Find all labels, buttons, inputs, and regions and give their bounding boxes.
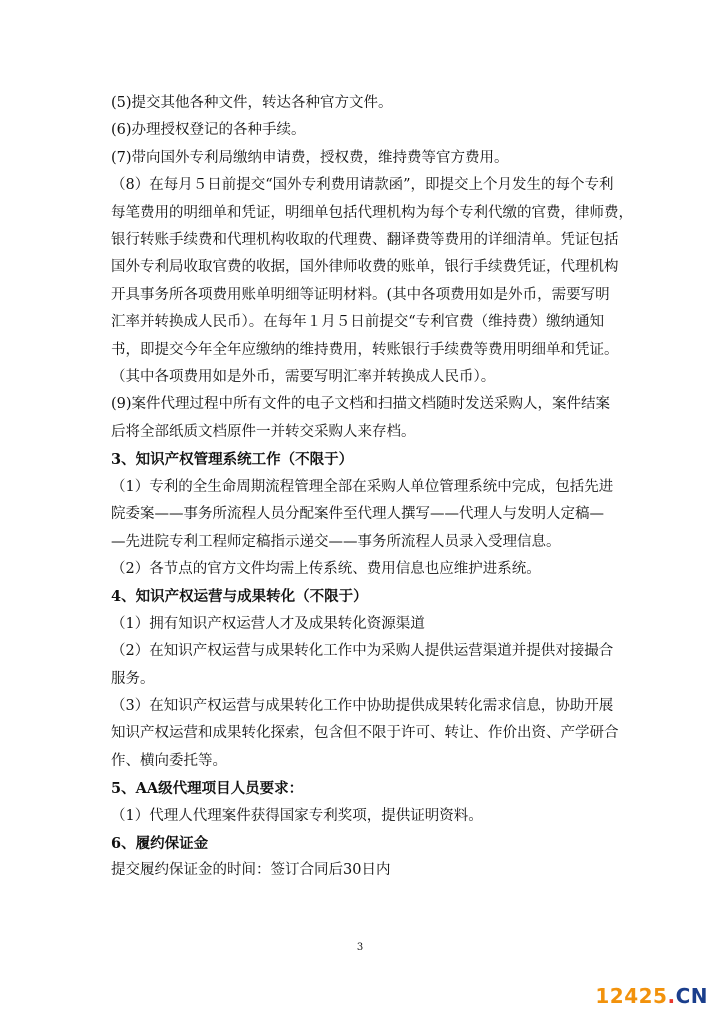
body-text-line: 开具事务所各项费用账单明细等证明材料。(其中各项费用如是外币，需要写明 <box>111 286 610 303</box>
body-text-line: 国外专利局收取官费的收据，国外律师收费的账单，银行手续费凭证，代理机构 <box>111 259 619 276</box>
body-text-line: 服务。 <box>111 670 155 687</box>
body-text-line: (7)带向国外专利局缴纳申请费，授权费，维持费等官方费用。 <box>111 149 509 166</box>
watermark-dot: . <box>667 984 676 1008</box>
body-text-line: （1）拥有知识产权运营人才及成果转化资源渠道 <box>111 615 425 632</box>
body-text-line: 后将全部纸质文档原件一并转交采购人来存档。 <box>111 423 416 440</box>
body-text-line: 书，即提交今年全年应缴纳的维持费用，转账银行手续费等费用明细单和凭证。 <box>111 341 619 358</box>
body-text-line: (5)提交其他各种文件，转达各种官方文件。 <box>111 95 393 111</box>
body-text-line: （2）各节点的官方文件均需上传系统、费用信息也应维护进系统。 <box>111 560 541 577</box>
body-text-line: （其中各项费用如是外币，需要写明汇率并转换成人民币）。 <box>111 369 496 386</box>
body-text-line: （2）在知识产权运营与成果转化工作中为采购人提供运营渠道并提供对接撮合 <box>111 643 614 660</box>
body-text-line: —先进院专利工程师定稿指示递交——事务所流程人员录入受理信息。 <box>111 533 561 550</box>
site-watermark-logo <box>595 984 708 1008</box>
body-text-line: 院委案——事务所流程人员分配案件至代理人撰写——代理人与发明人定稿— <box>111 506 604 523</box>
body-text-line: （1）专利的全生命周期流程管理全部在采购人单位管理系统中完成，包括先进 <box>111 478 614 495</box>
section-heading: 5、AA级代理项目人员要求： <box>111 780 304 798</box>
page-number: 3 <box>356 942 364 953</box>
body-text-line: （8）在每月５日前提交“国外专利费用请款函”，即提交上个月发生的每个专利 <box>111 177 614 194</box>
body-text-line: （1）代理人代理案件获得国家专利奖项，提供证明资料。 <box>111 807 483 824</box>
body-text-line: (6)办理授权登记的各种手续。 <box>111 122 306 139</box>
section-heading: 4、知识产权运营与成果转化（不限于） <box>111 588 368 606</box>
body-text-line: (9)案件代理过程中所有文件的电子文档和扫描文档随时发送采购人，案件结案 <box>111 396 611 413</box>
section-heading: 3、知识产权管理系统工作（不限于） <box>111 451 354 469</box>
section-heading: 6、履约保证金 <box>111 834 209 852</box>
body-text-line: 作、横向委托等。 <box>111 752 227 769</box>
body-text-line: 提交履约保证金的时间：签订合同后30日内 <box>111 862 391 879</box>
body-text-line: （3）在知识产权运营与成果转化工作中协助提供成果转化需求信息，协助开展 <box>111 697 614 714</box>
body-text-line: 银行转账手续费和代理机构收取的代理费、翻译费等费用的详细清单。凭证包括 <box>111 232 619 249</box>
body-text-line: 知识产权运营和成果转化探索，包含但不限于许可、转让、作价出资、产学研合 <box>111 725 619 742</box>
document-body <box>111 90 651 885</box>
watermark-number: 12425 <box>595 984 668 1008</box>
body-text-line: 每笔费用的明细单和凭证，明细单包括代理机构为每个专利代缴的官费，律师费， <box>111 204 633 221</box>
body-text-line: 汇率并转换成人民币）。在每年１月５日前提交“专利官费（维持费）缴纳通知 <box>111 314 605 331</box>
watermark-cn: CN <box>675 984 708 1008</box>
